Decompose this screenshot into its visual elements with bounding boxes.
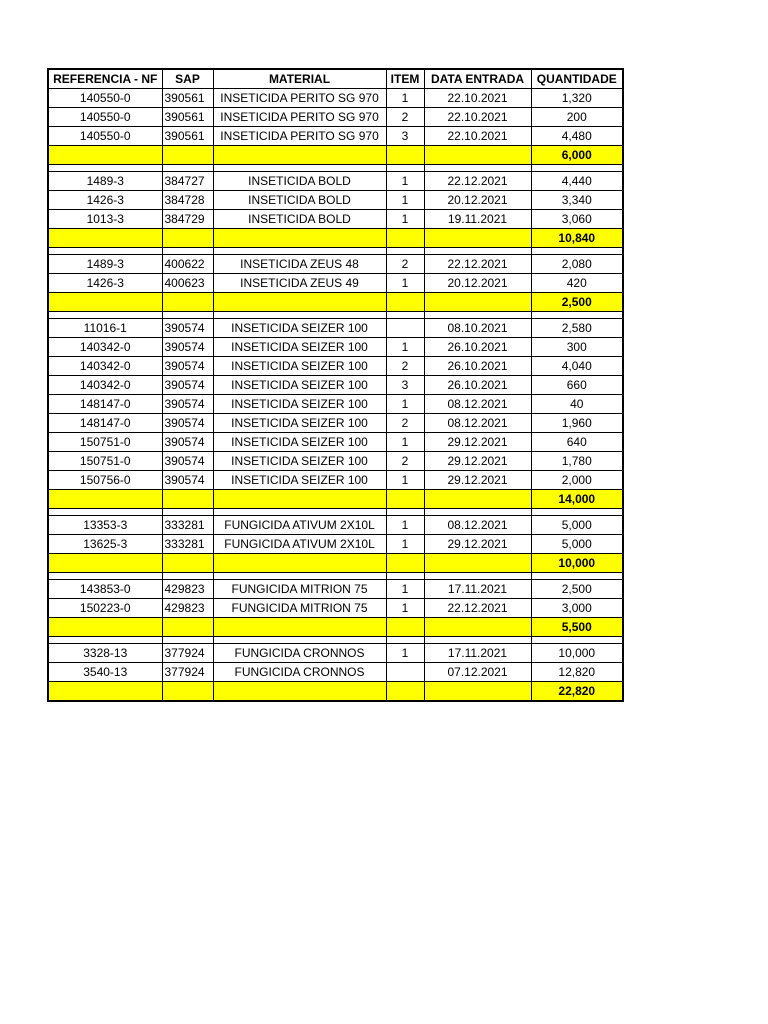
cell-sap: 400623 xyxy=(162,274,213,293)
cell-quantidade: 4,040 xyxy=(531,357,623,376)
subtotal-empty-cell xyxy=(48,554,162,573)
subtotal-empty-cell xyxy=(213,146,386,165)
group-spacer-row xyxy=(48,509,623,516)
table-row xyxy=(48,376,623,395)
cell-material: FUNGICIDA MITRION 75 xyxy=(213,599,386,618)
cell-referencia: 143853-0 xyxy=(48,580,162,599)
spacer-cell xyxy=(162,248,213,255)
spacer-cell xyxy=(162,573,213,580)
subtotal-empty-cell xyxy=(386,229,424,248)
spacer-cell xyxy=(386,637,424,644)
table-row xyxy=(48,255,623,274)
subtotal-empty-cell xyxy=(213,618,386,637)
subtotal-empty-cell xyxy=(386,682,424,702)
spacer-cell xyxy=(386,312,424,319)
cell-data-entrada: 26.10.2021 xyxy=(424,338,531,357)
subtotal-empty-cell xyxy=(162,682,213,702)
spacer-cell xyxy=(48,509,162,516)
cell-referencia: 150756-0 xyxy=(48,471,162,490)
spacer-cell xyxy=(531,573,623,580)
cell-quantidade: 2,580 xyxy=(531,319,623,338)
cell-quantidade: 640 xyxy=(531,433,623,452)
cell-sap: 390561 xyxy=(162,127,213,146)
cell-sap: 390574 xyxy=(162,338,213,357)
cell-item: 1 xyxy=(386,644,424,663)
cell-referencia: 150751-0 xyxy=(48,433,162,452)
spacer-cell xyxy=(213,248,386,255)
subtotal-empty-cell xyxy=(162,293,213,312)
table-row xyxy=(48,535,623,554)
cell-sap: 390574 xyxy=(162,471,213,490)
table-row xyxy=(48,516,623,535)
subtotal-empty-cell xyxy=(48,682,162,702)
cell-material: INSETICIDA SEIZER 100 xyxy=(213,414,386,433)
spacer-cell xyxy=(162,312,213,319)
table-row xyxy=(48,191,623,210)
header-material: MATERIAL xyxy=(213,69,386,89)
cell-item: 2 xyxy=(386,452,424,471)
table-row xyxy=(48,599,623,618)
subtotal-empty-cell xyxy=(213,682,386,702)
subtotal-empty-cell xyxy=(48,146,162,165)
cell-item: 1 xyxy=(386,599,424,618)
cell-referencia: 1489-3 xyxy=(48,172,162,191)
cell-referencia: 3328-13 xyxy=(48,644,162,663)
spacer-cell xyxy=(162,637,213,644)
group-spacer-row xyxy=(48,573,623,580)
cell-item: 1 xyxy=(386,535,424,554)
cell-referencia: 3540-13 xyxy=(48,663,162,682)
cell-item: 1 xyxy=(386,191,424,210)
header-sap: SAP xyxy=(162,69,213,89)
table-row xyxy=(48,274,623,293)
cell-referencia: 1426-3 xyxy=(48,274,162,293)
cell-item: 1 xyxy=(386,210,424,229)
table-row xyxy=(48,357,623,376)
cell-data-entrada: 22.10.2021 xyxy=(424,89,531,108)
cell-data-entrada: 22.12.2021 xyxy=(424,255,531,274)
spacer-cell xyxy=(48,573,162,580)
subtotal-empty-cell xyxy=(48,490,162,509)
spacer-cell xyxy=(531,248,623,255)
table-row xyxy=(48,644,623,663)
cell-quantidade: 200 xyxy=(531,108,623,127)
cell-item: 2 xyxy=(386,414,424,433)
table-row xyxy=(48,663,623,682)
cell-data-entrada: 08.10.2021 xyxy=(424,319,531,338)
cell-sap: 384727 xyxy=(162,172,213,191)
cell-sap: 429823 xyxy=(162,580,213,599)
cell-referencia: 140342-0 xyxy=(48,357,162,376)
cell-quantidade: 1,780 xyxy=(531,452,623,471)
cell-item: 2 xyxy=(386,357,424,376)
cell-quantidade: 12,820 xyxy=(531,663,623,682)
spacer-cell xyxy=(386,165,424,172)
subtotal-empty-cell xyxy=(213,490,386,509)
cell-referencia: 13625-3 xyxy=(48,535,162,554)
cell-data-entrada: 07.12.2021 xyxy=(424,663,531,682)
subtotal-empty-cell xyxy=(213,554,386,573)
cell-material: INSETICIDA PERITO SG 970 xyxy=(213,108,386,127)
cell-data-entrada: 08.12.2021 xyxy=(424,516,531,535)
cell-sap: 390574 xyxy=(162,376,213,395)
subtotal-row xyxy=(48,682,623,702)
cell-item: 3 xyxy=(386,127,424,146)
cell-material: INSETICIDA SEIZER 100 xyxy=(213,433,386,452)
cell-material: FUNGICIDA MITRION 75 xyxy=(213,580,386,599)
table-row xyxy=(48,338,623,357)
cell-quantidade: 3,000 xyxy=(531,599,623,618)
cell-data-entrada: 22.10.2021 xyxy=(424,108,531,127)
subtotal-empty-cell xyxy=(213,229,386,248)
subtotal-empty-cell xyxy=(424,554,531,573)
cell-sap: 384729 xyxy=(162,210,213,229)
header-data-entrada: DATA ENTRADA xyxy=(424,69,531,89)
cell-material: INSETICIDA PERITO SG 970 xyxy=(213,127,386,146)
cell-item: 2 xyxy=(386,108,424,127)
cell-referencia: 148147-0 xyxy=(48,395,162,414)
spacer-cell xyxy=(48,248,162,255)
cell-item: 1 xyxy=(386,338,424,357)
cell-item: 1 xyxy=(386,274,424,293)
header-row xyxy=(48,69,623,89)
subtotal-empty-cell xyxy=(386,618,424,637)
cell-quantidade: 300 xyxy=(531,338,623,357)
cell-sap: 390574 xyxy=(162,319,213,338)
subtotal-empty-cell xyxy=(424,293,531,312)
cell-referencia: 140550-0 xyxy=(48,127,162,146)
subtotal-row xyxy=(48,146,623,165)
table-row xyxy=(48,319,623,338)
table-row xyxy=(48,127,623,146)
subtotal-empty-cell xyxy=(424,618,531,637)
subtotal-quantidade: 2,500 xyxy=(531,293,623,312)
cell-quantidade: 420 xyxy=(531,274,623,293)
cell-data-entrada: 29.12.2021 xyxy=(424,535,531,554)
cell-sap: 377924 xyxy=(162,663,213,682)
table-row xyxy=(48,414,623,433)
spacer-cell xyxy=(424,312,531,319)
cell-quantidade: 660 xyxy=(531,376,623,395)
cell-material: INSETICIDA BOLD xyxy=(213,191,386,210)
header-referencia: REFERENCIA - NF xyxy=(48,69,162,89)
cell-item: 1 xyxy=(386,89,424,108)
spacer-cell xyxy=(213,165,386,172)
cell-material: INSETICIDA PERITO SG 970 xyxy=(213,89,386,108)
subtotal-quantidade: 10,000 xyxy=(531,554,623,573)
cell-referencia: 1426-3 xyxy=(48,191,162,210)
cell-data-entrada: 20.12.2021 xyxy=(424,274,531,293)
cell-item: 1 xyxy=(386,172,424,191)
cell-sap: 377924 xyxy=(162,644,213,663)
cell-data-entrada: 22.10.2021 xyxy=(424,127,531,146)
subtotal-row xyxy=(48,554,623,573)
cell-material: INSETICIDA SEIZER 100 xyxy=(213,357,386,376)
subtotal-row xyxy=(48,229,623,248)
spacer-cell xyxy=(424,573,531,580)
header-quantidade: QUANTIDADE xyxy=(531,69,623,89)
inventory-table xyxy=(47,68,624,702)
table-row xyxy=(48,580,623,599)
cell-data-entrada: 08.12.2021 xyxy=(424,414,531,433)
subtotal-empty-cell xyxy=(424,490,531,509)
cell-quantidade: 5,000 xyxy=(531,516,623,535)
cell-item: 1 xyxy=(386,516,424,535)
table-row xyxy=(48,471,623,490)
cell-data-entrada: 20.12.2021 xyxy=(424,191,531,210)
cell-sap: 333281 xyxy=(162,516,213,535)
subtotal-empty-cell xyxy=(424,146,531,165)
spacer-cell xyxy=(48,312,162,319)
subtotal-empty-cell xyxy=(48,229,162,248)
cell-referencia: 11016-1 xyxy=(48,319,162,338)
cell-material: FUNGICIDA ATIVUM 2X10L xyxy=(213,516,386,535)
cell-item: 2 xyxy=(386,255,424,274)
cell-item xyxy=(386,319,424,338)
cell-referencia: 140550-0 xyxy=(48,108,162,127)
header-item: ITEM xyxy=(386,69,424,89)
subtotal-empty-cell xyxy=(386,490,424,509)
cell-quantidade: 1,320 xyxy=(531,89,623,108)
group-spacer-row xyxy=(48,248,623,255)
spacer-cell xyxy=(48,165,162,172)
cell-quantidade: 1,960 xyxy=(531,414,623,433)
cell-sap: 400622 xyxy=(162,255,213,274)
cell-sap: 390561 xyxy=(162,89,213,108)
cell-item: 1 xyxy=(386,580,424,599)
spacer-cell xyxy=(213,509,386,516)
spacer-cell xyxy=(424,165,531,172)
cell-sap: 390574 xyxy=(162,395,213,414)
spacer-cell xyxy=(386,573,424,580)
cell-sap: 390574 xyxy=(162,433,213,452)
cell-sap: 384728 xyxy=(162,191,213,210)
cell-material: INSETICIDA ZEUS 48 xyxy=(213,255,386,274)
cell-referencia: 140342-0 xyxy=(48,338,162,357)
cell-material: INSETICIDA SEIZER 100 xyxy=(213,376,386,395)
cell-sap: 390561 xyxy=(162,108,213,127)
spacer-cell xyxy=(424,248,531,255)
cell-sap: 429823 xyxy=(162,599,213,618)
group-spacer-row xyxy=(48,312,623,319)
spacer-cell xyxy=(531,312,623,319)
cell-referencia: 13353-3 xyxy=(48,516,162,535)
spacer-cell xyxy=(213,312,386,319)
spacer-cell xyxy=(386,509,424,516)
cell-sap: 390574 xyxy=(162,357,213,376)
cell-material: INSETICIDA ZEUS 49 xyxy=(213,274,386,293)
subtotal-quantidade: 10,840 xyxy=(531,229,623,248)
cell-data-entrada: 17.11.2021 xyxy=(424,644,531,663)
cell-data-entrada: 19.11.2021 xyxy=(424,210,531,229)
cell-referencia: 140550-0 xyxy=(48,89,162,108)
cell-quantidade: 4,440 xyxy=(531,172,623,191)
subtotal-empty-cell xyxy=(162,554,213,573)
cell-referencia: 1013-3 xyxy=(48,210,162,229)
subtotal-empty-cell xyxy=(386,293,424,312)
cell-material: FUNGICIDA ATIVUM 2X10L xyxy=(213,535,386,554)
cell-item: 3 xyxy=(386,376,424,395)
cell-material: INSETICIDA BOLD xyxy=(213,172,386,191)
cell-data-entrada: 17.11.2021 xyxy=(424,580,531,599)
spacer-cell xyxy=(424,509,531,516)
subtotal-empty-cell xyxy=(162,229,213,248)
subtotal-empty-cell xyxy=(48,293,162,312)
table-row xyxy=(48,172,623,191)
cell-referencia: 148147-0 xyxy=(48,414,162,433)
table-row xyxy=(48,395,623,414)
cell-data-entrada: 29.12.2021 xyxy=(424,433,531,452)
subtotal-row xyxy=(48,490,623,509)
cell-material: INSETICIDA SEIZER 100 xyxy=(213,319,386,338)
cell-referencia: 150223-0 xyxy=(48,599,162,618)
subtotal-row xyxy=(48,293,623,312)
subtotal-empty-cell xyxy=(48,618,162,637)
cell-sap: 333281 xyxy=(162,535,213,554)
cell-referencia: 150751-0 xyxy=(48,452,162,471)
subtotal-empty-cell xyxy=(386,554,424,573)
cell-material: INSETICIDA SEIZER 100 xyxy=(213,471,386,490)
subtotal-empty-cell xyxy=(162,490,213,509)
cell-referencia: 1489-3 xyxy=(48,255,162,274)
cell-quantidade: 10,000 xyxy=(531,644,623,663)
spacer-cell xyxy=(162,509,213,516)
spacer-cell xyxy=(531,165,623,172)
table-row xyxy=(48,210,623,229)
subtotal-empty-cell xyxy=(424,229,531,248)
cell-item: 1 xyxy=(386,395,424,414)
spacer-cell xyxy=(531,637,623,644)
subtotal-row xyxy=(48,618,623,637)
cell-data-entrada: 26.10.2021 xyxy=(424,357,531,376)
group-spacer-row xyxy=(48,637,623,644)
cell-material: FUNGICIDA CRONNOS xyxy=(213,663,386,682)
table-row xyxy=(48,452,623,471)
table-row xyxy=(48,89,623,108)
subtotal-quantidade: 5,500 xyxy=(531,618,623,637)
cell-data-entrada: 29.12.2021 xyxy=(424,471,531,490)
cell-data-entrada: 08.12.2021 xyxy=(424,395,531,414)
spacer-cell xyxy=(213,573,386,580)
cell-item: 1 xyxy=(386,471,424,490)
cell-quantidade: 2,500 xyxy=(531,580,623,599)
cell-sap: 390574 xyxy=(162,414,213,433)
cell-item xyxy=(386,663,424,682)
subtotal-empty-cell xyxy=(162,146,213,165)
spacer-cell xyxy=(424,637,531,644)
subtotal-quantidade: 6,000 xyxy=(531,146,623,165)
cell-item: 1 xyxy=(386,433,424,452)
cell-quantidade: 2,000 xyxy=(531,471,623,490)
cell-quantidade: 4,480 xyxy=(531,127,623,146)
table-row xyxy=(48,433,623,452)
subtotal-empty-cell xyxy=(213,293,386,312)
cell-referencia: 140342-0 xyxy=(48,376,162,395)
cell-quantidade: 2,080 xyxy=(531,255,623,274)
spacer-cell xyxy=(162,165,213,172)
cell-data-entrada: 22.12.2021 xyxy=(424,599,531,618)
spacer-cell xyxy=(531,509,623,516)
cell-material: FUNGICIDA CRONNOS xyxy=(213,644,386,663)
cell-material: INSETICIDA SEIZER 100 xyxy=(213,338,386,357)
spacer-cell xyxy=(213,637,386,644)
cell-quantidade: 3,060 xyxy=(531,210,623,229)
spacer-cell xyxy=(48,637,162,644)
subtotal-empty-cell xyxy=(162,618,213,637)
cell-material: INSETICIDA SEIZER 100 xyxy=(213,395,386,414)
group-spacer-row xyxy=(48,165,623,172)
cell-data-entrada: 22.12.2021 xyxy=(424,172,531,191)
cell-material: INSETICIDA BOLD xyxy=(213,210,386,229)
subtotal-quantidade: 14,000 xyxy=(531,490,623,509)
cell-data-entrada: 29.12.2021 xyxy=(424,452,531,471)
cell-quantidade: 40 xyxy=(531,395,623,414)
cell-quantidade: 5,000 xyxy=(531,535,623,554)
subtotal-quantidade: 22,820 xyxy=(531,682,623,702)
table-row xyxy=(48,108,623,127)
cell-quantidade: 3,340 xyxy=(531,191,623,210)
subtotal-empty-cell xyxy=(424,682,531,702)
subtotal-empty-cell xyxy=(386,146,424,165)
cell-sap: 390574 xyxy=(162,452,213,471)
cell-material: INSETICIDA SEIZER 100 xyxy=(213,452,386,471)
cell-data-entrada: 26.10.2021 xyxy=(424,376,531,395)
spacer-cell xyxy=(386,248,424,255)
